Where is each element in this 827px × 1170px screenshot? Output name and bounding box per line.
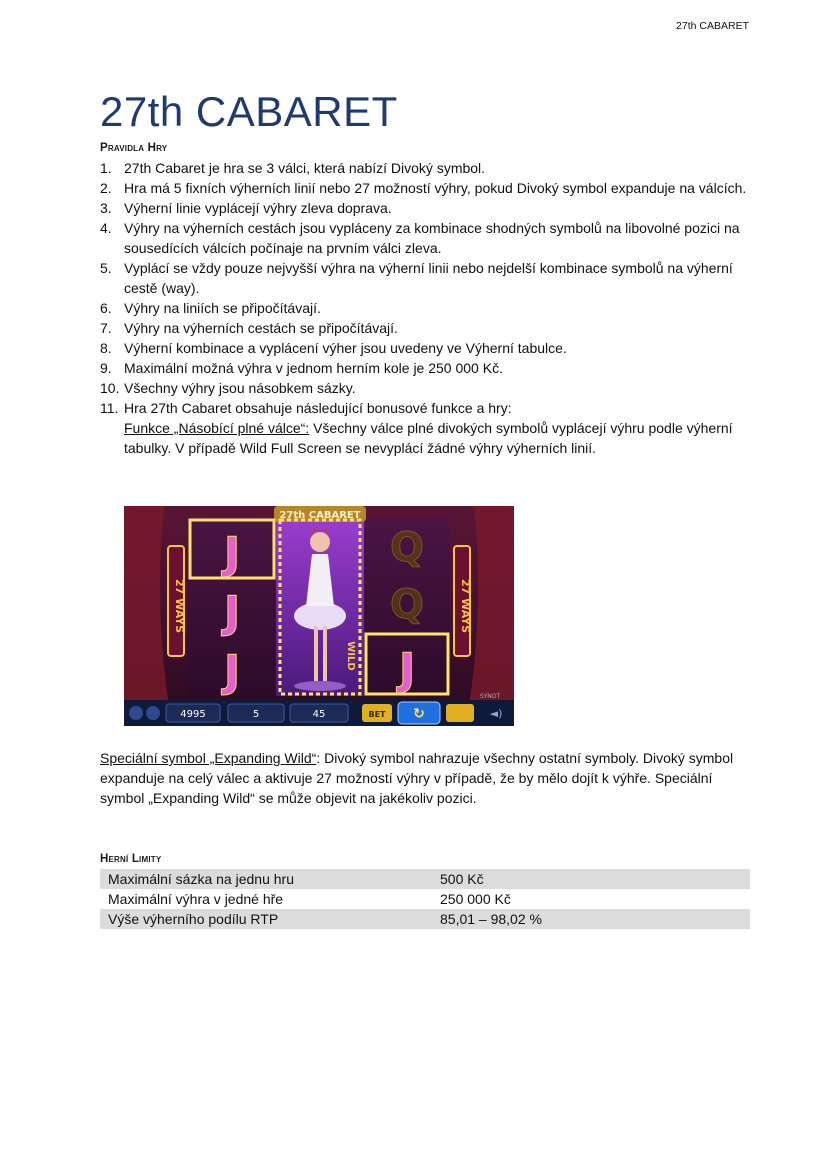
list-item: 7. Výhry na výherních cestách se připočítávají.: [100, 320, 398, 336]
limit-label: Maximální sázka na jednu hru: [100, 869, 440, 889]
limit-value: 250 000 Kč: [440, 891, 511, 907]
studio-label: SYNOT: [479, 693, 501, 700]
list-item: 8. Výherní kombinace a vyplácení výher jsou uvedeny ve Výherní tabulce.: [100, 340, 567, 356]
special-label: Speciální symbol „Expanding Wild“: [100, 750, 317, 766]
list-item: 1. 27th Cabaret je hra se 3 válci, která nabízí Divoký symbol.: [100, 160, 486, 176]
limit-label: Výše výherního podílu RTP: [100, 909, 440, 929]
list-item: 10. Všechny výhry jsou násobkem sázky.: [100, 380, 356, 396]
svg-text:J: J: [223, 587, 241, 638]
bet-button-label: BET: [368, 710, 386, 719]
list-item: 3. Výherní linie vyplácejí výhry zleva doprava.: [100, 200, 392, 216]
side-sign-left: 27 WAYS: [173, 578, 186, 634]
table-row: [100, 869, 750, 889]
wild-label: WILD: [345, 641, 356, 671]
rules-list: [100, 158, 750, 458]
limits-heading: Herní Limity: [100, 853, 162, 865]
list-item: 2. Hra má 5 fixních výherních linií nebo 27 možností výhry, pokud Divoký symbol expanduje na válcích.: [100, 180, 747, 196]
limit-value: 500 Kč: [440, 869, 750, 889]
list-item: 9. Maximální možná výhra v jednom herním kole je 250 000 Kč.: [100, 360, 503, 376]
svg-text:Q: Q: [389, 582, 425, 628]
running-header: 27th CABARET: [676, 20, 749, 32]
table-row: [100, 909, 750, 929]
win-value: 45: [312, 709, 326, 720]
svg-text:J: J: [223, 528, 241, 579]
list-item: 6. Výhry na liniích se připočítávají.: [100, 300, 321, 316]
svg-text:J: J: [398, 644, 416, 695]
game-logo: 27th CABARET: [279, 510, 361, 521]
list-item: 4. Výhry na výherních cestách jsou vypláceny za kombinace shodných symbolů na libovolné pozici na sousedících válcích počínaje na prvním válci zleva.: [100, 220, 740, 256]
page-title: 27th CABARET: [100, 88, 398, 135]
svg-text:J: J: [223, 646, 241, 697]
svg-text:Q: Q: [389, 525, 425, 571]
special-paragraph: [100, 748, 750, 808]
list-item: 11. Hra 27th Cabaret obsahuje následující bonusové funkce a hry: Funkce „Násobící plné válce“: Všechny válce plné divokých symbolů vyplácejí výhru podle výherní tabulky. V případě Wild Full Screen se nevyplácí žádné výhry výherních linií.: [100, 400, 733, 456]
feature-text: Všechny válce plné divokých symbolů vyplácejí výhru podle výherní tabulky. V případě Wild Full Screen se nevyplácí žádné výhry výherních linií.: [124, 420, 733, 456]
side-sign-right: 27 WAYS: [459, 578, 472, 634]
sound-icon[interactable]: ◄): [489, 707, 503, 720]
limit-label: Maximální výhra v jedné hře: [108, 891, 284, 907]
menu-icon[interactable]: [129, 706, 143, 720]
table-row: [100, 889, 750, 909]
credit-value: 4995: [180, 709, 206, 720]
spin-icon: ↻: [413, 706, 425, 722]
limits-table: [100, 869, 750, 929]
list-item: 5. Vyplácí se vždy pouze nejvyšší výhra na výherní linii nebo nejdelší kombinace symbolů na výherní cestě (way).: [100, 260, 733, 296]
feature-label: Funkce „Násobící plné válce“:: [124, 420, 310, 436]
bet-value: 5: [252, 709, 260, 720]
autoplay-button[interactable]: [446, 704, 474, 722]
game-screenshot: [124, 506, 514, 726]
special-text: : Divoký symbol nahrazuje všechny ostatní symboly. Divoký symbol expanduje na celý válec a aktivuje 27 možností výhry v případě, že by mělo dojít k výhře. Speciální symbol „Expanding Wild“ se může objevit na jakékoliv pozici.: [100, 750, 734, 806]
home-icon[interactable]: [146, 706, 160, 720]
rules-heading: Pravidla Hry: [100, 142, 168, 154]
limit-value: 85,01 – 98,02 %: [440, 909, 750, 929]
